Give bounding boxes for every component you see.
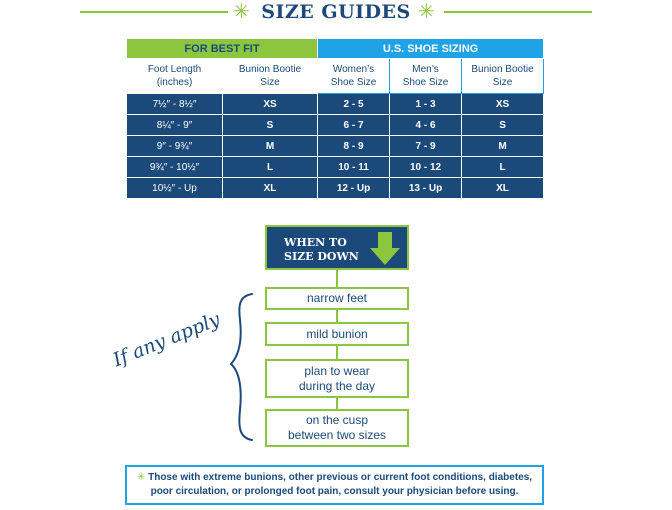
title-rule-right: [444, 11, 592, 13]
table-cell: M: [462, 136, 544, 157]
table-cell: 4 - 6: [390, 115, 462, 136]
table-row: [127, 136, 544, 157]
table-cell: M: [223, 136, 318, 157]
connector-line: [336, 346, 338, 359]
condition-box: narrow feet: [265, 287, 409, 310]
group-header-us-sizing: U.S. SHOE SIZING: [318, 39, 544, 59]
table-cell: XL: [462, 178, 544, 199]
group-header-best-fit: FOR BEST FIT: [127, 39, 318, 59]
table-cell: L: [462, 157, 544, 178]
table-cell: XS: [223, 94, 318, 115]
column-header: Bunion Bootie Size: [223, 59, 318, 94]
column-header: Foot Length (inches): [127, 59, 223, 94]
table-cell: 6 - 7: [318, 115, 390, 136]
table-cell: S: [223, 115, 318, 136]
connector-line: [336, 310, 338, 322]
table-cell: 10 - 12: [390, 157, 462, 178]
connector-line: [336, 398, 338, 409]
table-cell: 12 - Up: [318, 178, 390, 199]
table-cell: L: [223, 157, 318, 178]
column-header-row: [127, 59, 544, 94]
curly-brace-icon: [228, 292, 256, 442]
table-cell: XL: [223, 178, 318, 199]
table-cell: XS: [462, 94, 544, 115]
connector-line: [336, 270, 338, 287]
table-cell: 9″ - 9¾″: [127, 136, 223, 157]
table-cell: 13 - Up: [390, 178, 462, 199]
table-row: [127, 115, 544, 136]
column-header: Bunion Bootie Size: [462, 59, 544, 94]
table-row: [127, 178, 544, 199]
table-cell: 9¾″ - 10½″: [127, 157, 223, 178]
column-header: Women’s Shoe Size: [318, 59, 390, 94]
table-cell: 8¼″ - 9″: [127, 115, 223, 136]
size-table: [126, 38, 544, 199]
condition-box: plan to wear during the day: [265, 359, 409, 398]
asterisk-icon: ✳: [136, 472, 146, 483]
asterisk-icon-left: ✳: [233, 0, 250, 23]
condition-box: mild bunion: [265, 322, 409, 346]
arrow-down-icon: [370, 232, 400, 266]
asterisk-icon-right: ✳: [418, 0, 435, 23]
title-row: [0, 0, 672, 30]
table-cell: 8 - 9: [318, 136, 390, 157]
table-cell: S: [462, 115, 544, 136]
if-any-apply-label: If any apply: [109, 308, 224, 372]
table-cell: 10½″ - Up: [127, 178, 223, 199]
physician-note: ✳ Those with extreme bunions, other previous or current foot conditions, diabetes, poor circulation, or prolonged foot pain, consult your physician before using.: [125, 465, 544, 505]
title-rule-left: [80, 11, 228, 13]
table-row: [127, 94, 544, 115]
when-to-size-down-label: WHEN TO SIZE DOWN: [284, 236, 359, 263]
table-cell: 1 - 3: [390, 94, 462, 115]
table-cell: 2 - 5: [318, 94, 390, 115]
page-title: SIZE GUIDES: [261, 1, 411, 23]
when-to-size-down-box: [265, 225, 409, 270]
table-cell: 7½″ - 8½″: [127, 94, 223, 115]
column-header: Men’s Shoe Size: [390, 59, 462, 94]
table-cell: 10 - 11: [318, 157, 390, 178]
condition-box: on the cusp between two sizes: [265, 409, 409, 447]
table-cell: 7 - 9: [390, 136, 462, 157]
table-row: [127, 157, 544, 178]
